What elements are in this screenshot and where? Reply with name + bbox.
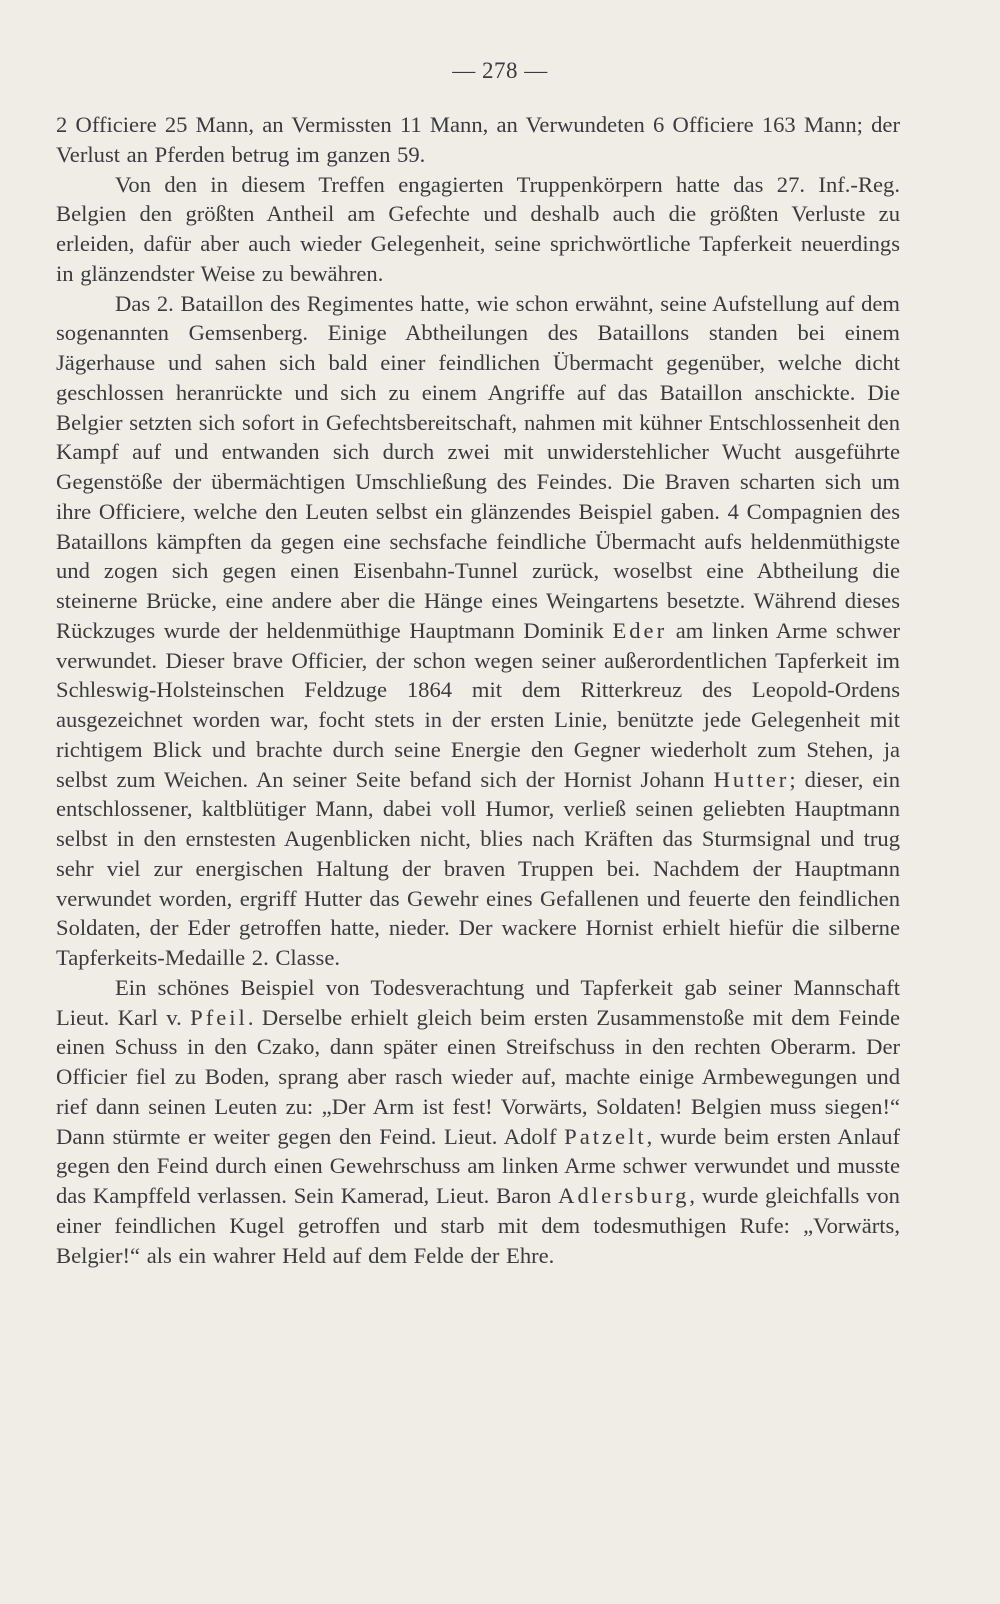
spaced-name: Pfeil bbox=[190, 1004, 248, 1030]
spaced-name: Adlersburg bbox=[558, 1183, 690, 1208]
text-segment: ; dieser, ein entschlossener, kaltblütiger Mann, dabei voll Humor, verließ seinen geliebten Hauptmann selbst in den ernstesten Augenblicken nicht, blies nach Kräften das Sturmsignal und trug sehr viel zur energischen Haltung der braven Truppen bei. Nachdem der Hauptmann verwundet worden, ergriff Hutter das Gewehr eines Gefallenen und feuerte den feindlichen Soldaten, der Eder getroffen hatte, nieder. Der wackere Hornist erhielt hiefür die silberne Tapferkeits-Medaille 2. Classe. bbox=[56, 766, 900, 970]
page-number: — 278 — bbox=[452, 58, 548, 83]
text-segment: , wurde beim ersten Anlauf gegen den Feind durch einen Gewehrschuss am linken Arme schwer verwundet und musste das Kampffeld verlassen. Sein Kamerad, Lieut. Baron bbox=[56, 1123, 900, 1208]
spaced-name: Eder bbox=[612, 617, 668, 643]
paragraph bbox=[56, 170, 900, 289]
spaced-name: Patzelt bbox=[564, 1123, 647, 1149]
text-segment: . Derselbe erhielt gleich beim ersten Zusammenstoße mit dem Feinde einen Schuss in den Czako, dann später einen Streifschuss in den rechten Oberarm. Der Officier fiel zu Boden, sprang aber rasch wieder auf, machte einige Armbewegungen und rief dann seinen Leuten zu: „Der Arm ist fest! Vorwärts, Soldaten! Belgien muss siegen!“ Dann stürmte er weiter gegen den Feind. Lieut. Adolf bbox=[56, 1004, 900, 1149]
body-text bbox=[56, 110, 900, 1270]
text-segment: am linken Arme schwer verwundet. Dieser brave Officier, der schon wegen seiner außerordentlichen Tapferkeit im Schleswig-Holsteinschen Feldzuge 1864 mit dem Ritterkreuz des Leopold-Ordens ausgezeichnet worden war, focht stets in der ersten Linie, benützte jede Gelegenheit mit richtigem Blick und brachte durch seine Energie den Gegner wiederholt zum Stehen, ja selbst zum Weichen. An seiner Seite befand sich der Hornist Johann bbox=[56, 617, 900, 792]
paragraph bbox=[56, 110, 900, 170]
paragraph bbox=[56, 289, 900, 973]
text-segment: Ein schönes Beispiel von Todesverachtung und Tapferkeit gab seiner Mannschaft Lieut. Karl v. bbox=[56, 974, 900, 1030]
text-segment: , wurde gleichfalls von einer feindlichen Kugel getroffen und starb mit dem todesmuthigen Rufe: „Vorwärts, Belgier!“ als ein wahrer Held auf dem Felde der Ehre. bbox=[56, 1183, 900, 1268]
paragraph bbox=[56, 973, 900, 1271]
spaced-name: Hutter bbox=[713, 766, 790, 792]
text-segment: 2 Officiere 25 Mann, an Vermissten 11 Mann, an Verwundeten 6 Officiere 163 Mann; der Verlust an Pferden betrug im ganzen 59. bbox=[56, 112, 900, 167]
text-segment: Von den in diesem Treffen engagierten Truppenkörpern hatte das 27. Inf.-Reg. Belgien den größten Antheil am Gefechte und deshalb auch die größten Verluste zu erleiden, dafür aber auch wieder Gelegenheit, seine sprichwörtliche Tapferkeit neuerdings in glänzendster Weise zu bewähren. bbox=[56, 171, 900, 286]
text-segment: Das 2. Bataillon des Regimentes hatte, wie schon erwähnt, seine Aufstellung auf dem sogenannten Gemsenberg. Einige Abtheilungen des Bataillons standen bei einem Jägerhause und sahen sich bald einer feindlichen Übermacht gegenüber, welche dicht geschlossen heranrückte und sich zu einem Angriffe auf das Bataillon anschickte. Die Belgier setzten sich sofort in Gefechtsbereitschaft, nahmen mit kühner Entschlossenheit den Kampf auf und entwanden sich durch zwei mit unwiderstehlicher Wucht ausgeführte Gegenstöße der übermächtigen Umschließung des Feindes. Die Braven scharten sich um ihre Officiere, welche den Leuten selbst ein glänzendes Beispiel gaben. 4 Compagnien des Bataillons kämpften da gegen eine sechsfache feindliche Übermacht aufs heldenmüthigste und zogen sich gegen einen Eisenbahn-Tunnel zurück, woselbst eine Abtheilung die steinerne Brücke, eine andere aber die Hänge eines Weingartens besetzte. Während dieses Rückzuges wurde der heldenmüthige Hauptmann Dominik bbox=[56, 290, 900, 643]
